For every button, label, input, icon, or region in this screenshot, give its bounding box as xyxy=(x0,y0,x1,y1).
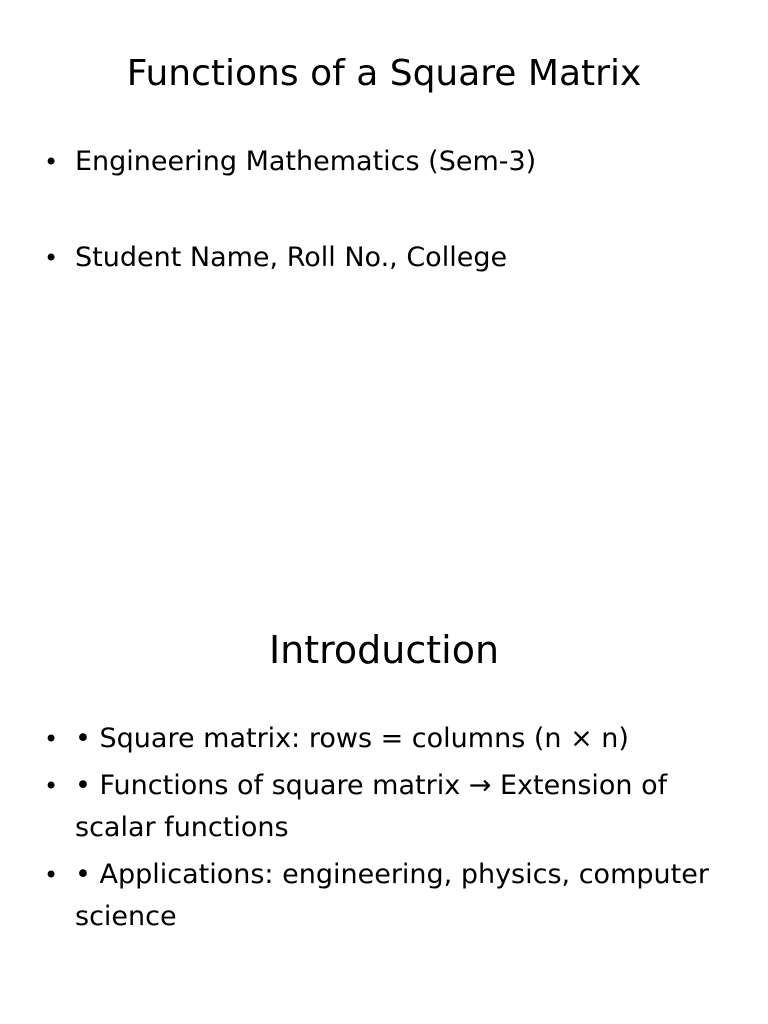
list-item xyxy=(44,854,734,938)
bullet-icon: • xyxy=(44,772,59,800)
list-item xyxy=(44,718,734,760)
bullet-icon: • xyxy=(44,725,59,753)
list-item xyxy=(44,765,734,849)
bullet-icon: • xyxy=(44,148,59,176)
bullet-list xyxy=(44,141,734,333)
bullet-text: Engineering Mathematics (Sem-3) xyxy=(75,146,537,177)
slide-title: Introduction xyxy=(268,628,500,672)
list-item xyxy=(44,141,734,183)
bullet-text: • Square matrix: rows = columns (n × n) xyxy=(75,723,629,754)
bullet-icon: • xyxy=(44,244,59,272)
bullet-icon: • xyxy=(44,861,59,889)
slide-introduction xyxy=(0,576,768,1024)
bullet-text: • Applications: engineering, physics, computer science xyxy=(75,859,709,932)
slide-title: Functions of a Square Matrix xyxy=(126,53,642,94)
bullet-text: Student Name, Roll No., College xyxy=(75,242,508,273)
bullet-list xyxy=(44,718,734,943)
bullet-text: • Functions of square matrix → Extension of scalar functions xyxy=(75,770,668,843)
list-item xyxy=(44,237,734,279)
